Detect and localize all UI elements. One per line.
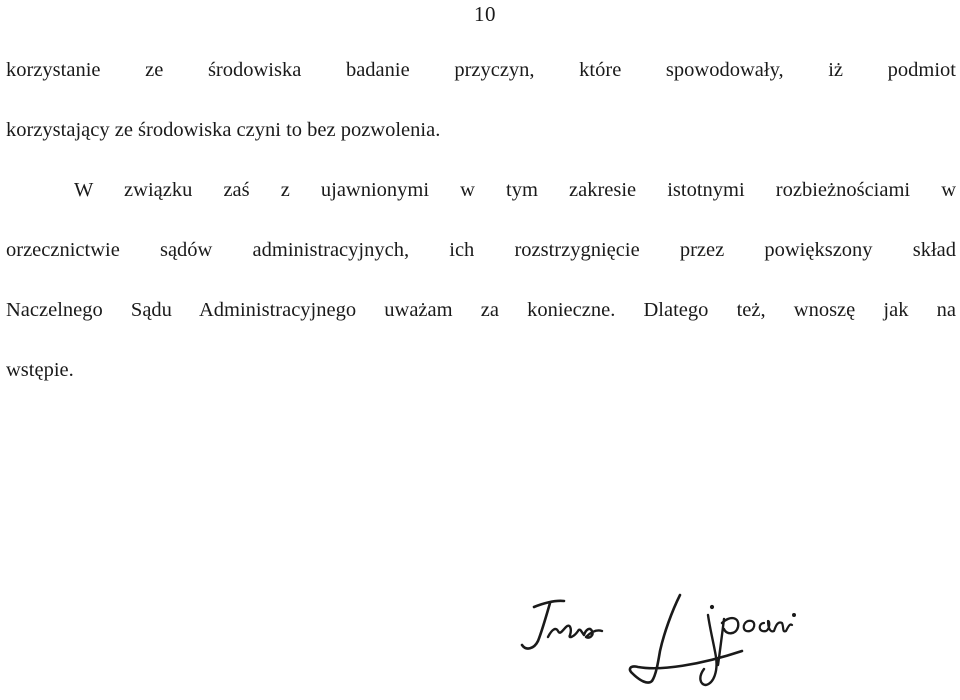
page-number: 10 (474, 2, 496, 26)
paragraph-line: korzystający ze środowiska czyni to bez pozwolenia. (6, 119, 441, 141)
signature-strokes (522, 595, 796, 685)
paragraph-line: Naczelnego Sądu Administracyjnego uważam za konieczne. Dlatego też, wnoszę jak na (6, 299, 956, 321)
paragraph-line: orzecznictwie sądów administracyjnych, ich rozstrzygnięcie przez powiększony skład (6, 239, 956, 261)
paragraph-line: W związku zaś z ujawnionymi w tym zakresie istotnymi rozbieżnościami w (74, 179, 956, 201)
paragraph-line: korzystanie ze środowiska badanie przyczyn, które spowodowały, iż podmiot (6, 59, 956, 81)
signature-dot (710, 605, 713, 608)
handwritten-signature (510, 585, 810, 695)
document-body (6, 40, 956, 400)
paragraph-2 (6, 160, 956, 400)
paragraph-1 (6, 40, 956, 160)
paragraph-line: wstępie. (6, 359, 74, 381)
signature-drawing (510, 585, 810, 695)
signature-dot (793, 614, 796, 617)
